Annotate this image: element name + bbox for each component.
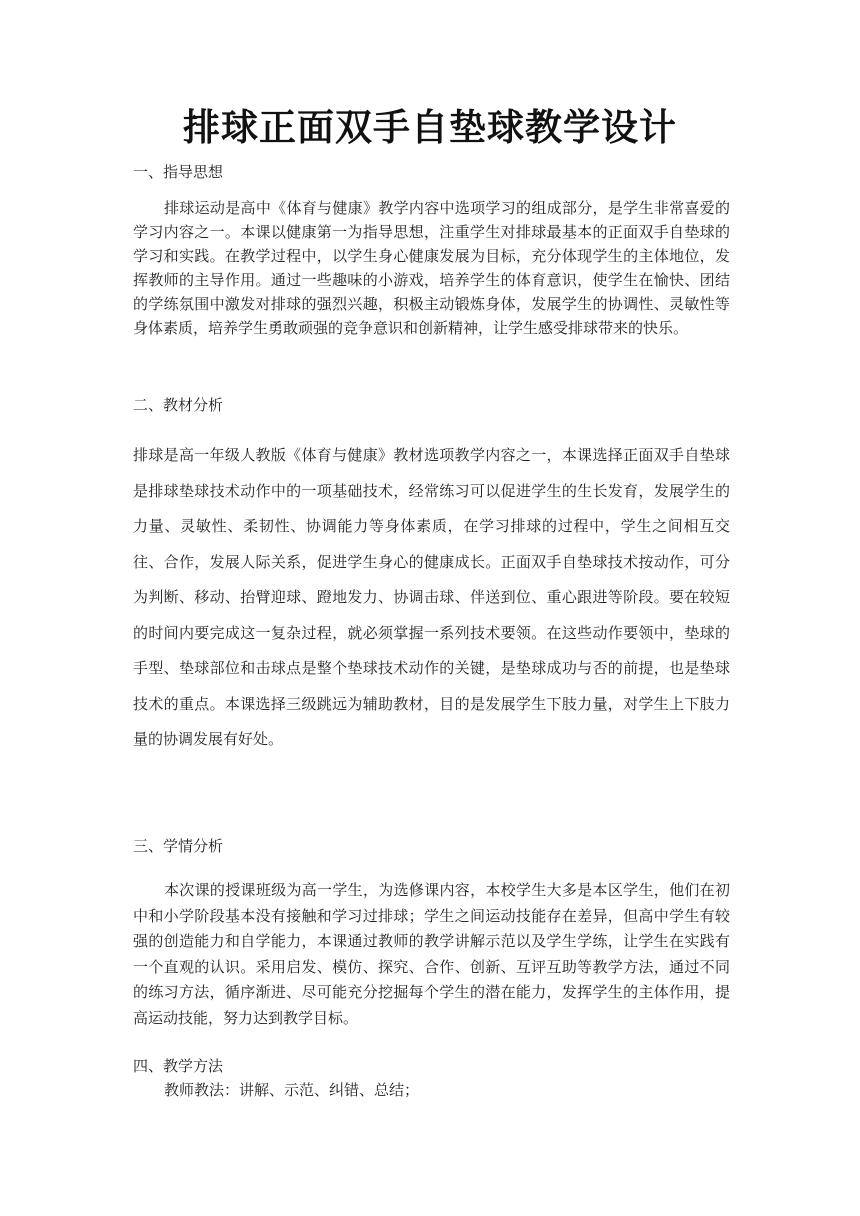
paragraph-teacher-methods: 教师教法：讲解、示范、纠错、总结； xyxy=(164,1081,420,1099)
paragraph-material-analysis: 排球是高一年级人教版《体育与健康》教材选项教学内容之一，本课选择正面双手自垫球是排球垫球技术动作中的一项基础技术，经常练习可以促进学生的生长发育，发展学生的力量、灵敏性、柔韧性、协调能力等身体素质，在学习排球的过程中，学生之间相互交往、合作，发展人际关系，促进学生身心的健康成长。正面双手自垫球技术按动作，可分为判断、移动、抬臂迎球、蹬地发力、协调击球、伴送到位、重心跟进等阶段。要在较短的时间内要完成这一复杂过程，就必须掌握一系列技术要领。在这些动作要领中，垫球的手型、垫球部位和击球点是整个垫球技术动作的关键，是垫球成功与否的前提，也是垫球技术的重点。本课选择三级跳远为辅助教材，目的是发展学生下肢力量，对学生上下肢力量的协调发展有好处。 xyxy=(133,446,730,748)
paragraph-learner-analysis: 本次课的授课班级为高一学生，为选修课内容，本校学生大多是本区学生，他们在初中和小学阶段基本没有接触和学习过排球；学生之间运动技能存在差异，但高中学生有较强的创造能力和自学能力，本课通过教师的教学讲解示范以及学生学练，让学生在实践有一个直观的认识。采用启发、模仿、探究、合作、创新、互评互助等教学方法，通过不同的练习方法，循序渐进、尽可能充分挖掘每个学生的潜在能力，发挥学生的主体作用，提高运动技能，努力达到教学目标。 xyxy=(133,881,730,1027)
section-heading-material-analysis: 二、教材分析 xyxy=(133,396,224,414)
section-heading-guiding-ideology: 一、指导思想 xyxy=(133,163,224,181)
paragraph-guiding-ideology: 排球运动是高中《体育与健康》教学内容中选项学习的组成部分，是学生非常喜爱的学习内容之一。本课以健康第一为指导思想，注重学生对排球最基本的正面双手自垫球的学习和实践。在教学过程中，以学生身心健康发展为目标，充分体现学生的主体地位，发挥教师的主导作用。通过一些趣味的小游戏，培养学生的体育意识，使学生在愉快、团结的学练氛围中激发对排球的强烈兴趣，积极主动锻炼身体，发展学生的协调性、灵敏性等身体素质，培养学生勇敢顽强的竞争意识和创新精神，让学生感受排球带来的快乐。 xyxy=(133,199,730,337)
document-title: 排球正面双手自垫球教学设计 xyxy=(183,106,677,149)
section-heading-teaching-methods: 四、教学方法 xyxy=(133,1057,224,1075)
section-heading-learner-analysis: 三、学情分析 xyxy=(133,837,224,855)
